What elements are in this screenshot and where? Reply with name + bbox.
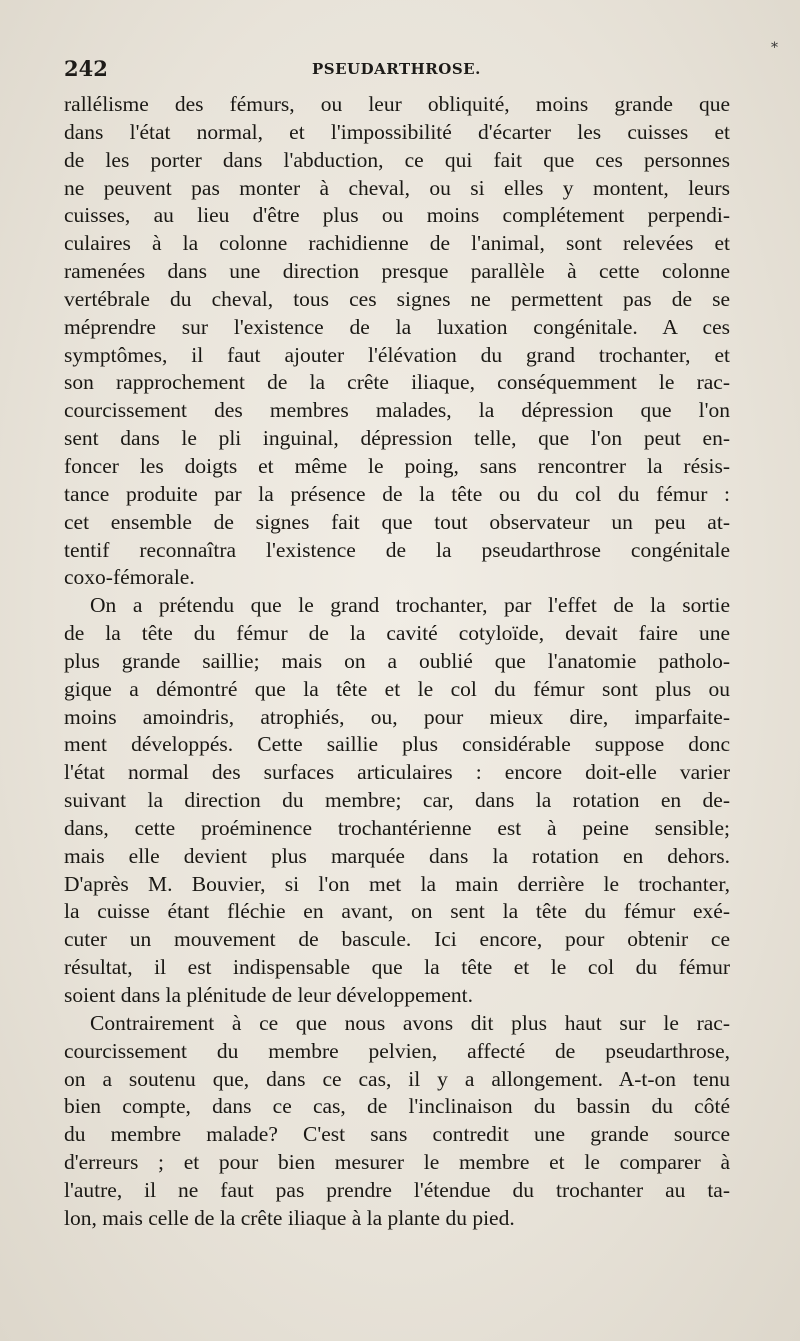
text-line: cuisses, au lieu d'être plus ou moins complétement perpendi- <box>64 203 730 228</box>
text-line: D'après M. Bouvier, si l'on met la main derrière le trochanter, <box>64 871 730 896</box>
text-line: sent dans le pli inguinal, dépression telle, que l'on peut en- <box>64 426 730 451</box>
body-text <box>64 91 730 1233</box>
text-line: gique a démontré que la tête et le col du fémur sont plus ou <box>64 676 730 701</box>
text-line: ment développés. Cette saillie plus considérable suppose donc <box>64 732 730 757</box>
text-line: du membre malade? C'est sans contredit une grande source <box>64 1122 730 1147</box>
paragraph <box>64 592 730 1010</box>
text-line: tentif reconnaîtra l'existence de la pseudarthrose congénitale <box>64 537 730 562</box>
text-line: dans, cette proéminence trochantérienne est à peine sensible; <box>64 815 730 840</box>
text-line: de les porter dans l'abduction, ce qui fait que ces personnes <box>64 147 730 172</box>
text-line: tance produite par la présence de la tête ou du col du fémur : <box>64 481 730 506</box>
text-line: courcissement des membres malades, la dépression que l'on <box>64 398 730 423</box>
text-line: On a prétendu que le grand trochanter, par l'effet de la sortie <box>90 593 730 618</box>
text-line: Contrairement à ce que nous avons dit plus haut sur le rac- <box>90 1010 730 1035</box>
text-line: cuter un mouvement de bascule. Ici encore, pour obtenir ce <box>64 927 730 952</box>
text-line: l'autre, il ne faut pas prendre l'étendue du trochanter au ta- <box>64 1177 730 1202</box>
text-line: ramenées dans une direction presque parallèle à cette colonne <box>64 259 730 284</box>
corner-mark: * <box>771 40 778 56</box>
text-line: méprendre sur l'existence de la luxation congénitale. A ces <box>64 314 730 339</box>
text-line: plus grande saillie; mais on a oublié que l'anatomie patholo- <box>64 648 730 673</box>
text-line: lon, mais celle de la crête iliaque à la plante du pied. <box>64 1205 515 1230</box>
text-line: culaires à la colonne rachidienne de l'animal, sont relevées et <box>64 231 730 256</box>
text-line: vertébrale du cheval, tous ces signes ne permettent pas de se <box>64 286 730 311</box>
text-line: cet ensemble de signes fait que tout observateur un peu at- <box>64 509 730 534</box>
text-line: mais elle devient plus marquée dans la rotation en dehors. <box>64 843 730 868</box>
text-line: d'erreurs ; et pour bien mesurer le membre et le comparer à <box>64 1150 730 1175</box>
text-line: son rapprochement de la crête iliaque, conséquemment le rac- <box>64 370 730 395</box>
text-line: suivant la direction du membre; car, dans la rotation en de- <box>64 788 730 813</box>
paragraph <box>64 91 730 592</box>
text-line: soient dans la plénitude de leur développement. <box>64 983 473 1007</box>
text-line: ne peuvent pas monter à cheval, ou si elles y montent, leurs <box>64 175 730 200</box>
text-line: coxo-fémorale. <box>64 565 195 590</box>
paragraph <box>64 1010 730 1233</box>
text-line: dans l'état normal, et l'impossibilité d'écarter les cuisses et <box>64 119 730 144</box>
text-line: on a soutenu que, dans ce cas, il y a allongement. A-t-on tenu <box>64 1066 730 1091</box>
text-line: résultat, il est indispensable que la tête et le col du fémur <box>64 955 730 980</box>
text-line: symptômes, il faut ajouter l'élévation du grand trochanter, et <box>64 342 730 367</box>
text-line: rallélisme des fémurs, ou leur obliquité, moins grande que <box>64 92 730 116</box>
text-line: la cuisse étant fléchie en avant, on sent la tête du fémur exé- <box>64 899 730 924</box>
text-line: courcissement du membre pelvien, affecté de pseudarthrose, <box>64 1038 730 1063</box>
text-line: bien compte, dans ce cas, de l'inclinaison du bassin du côté <box>64 1094 730 1119</box>
text-line: de la tête du fémur de la cavité cotyloïde, devait faire une <box>64 621 730 646</box>
text-line: foncer les doigts et même le poing, sans rencontrer la résis- <box>64 453 730 478</box>
running-head: PSEUDARTHROSE. <box>312 60 481 78</box>
page-number: 242 <box>64 56 108 81</box>
page-header <box>64 40 778 86</box>
text-line: moins amoindris, atrophiés, ou, pour mieux dire, imparfaite- <box>64 704 730 729</box>
text-line: l'état normal des surfaces articulaires : encore doit-elle varier <box>64 760 730 785</box>
